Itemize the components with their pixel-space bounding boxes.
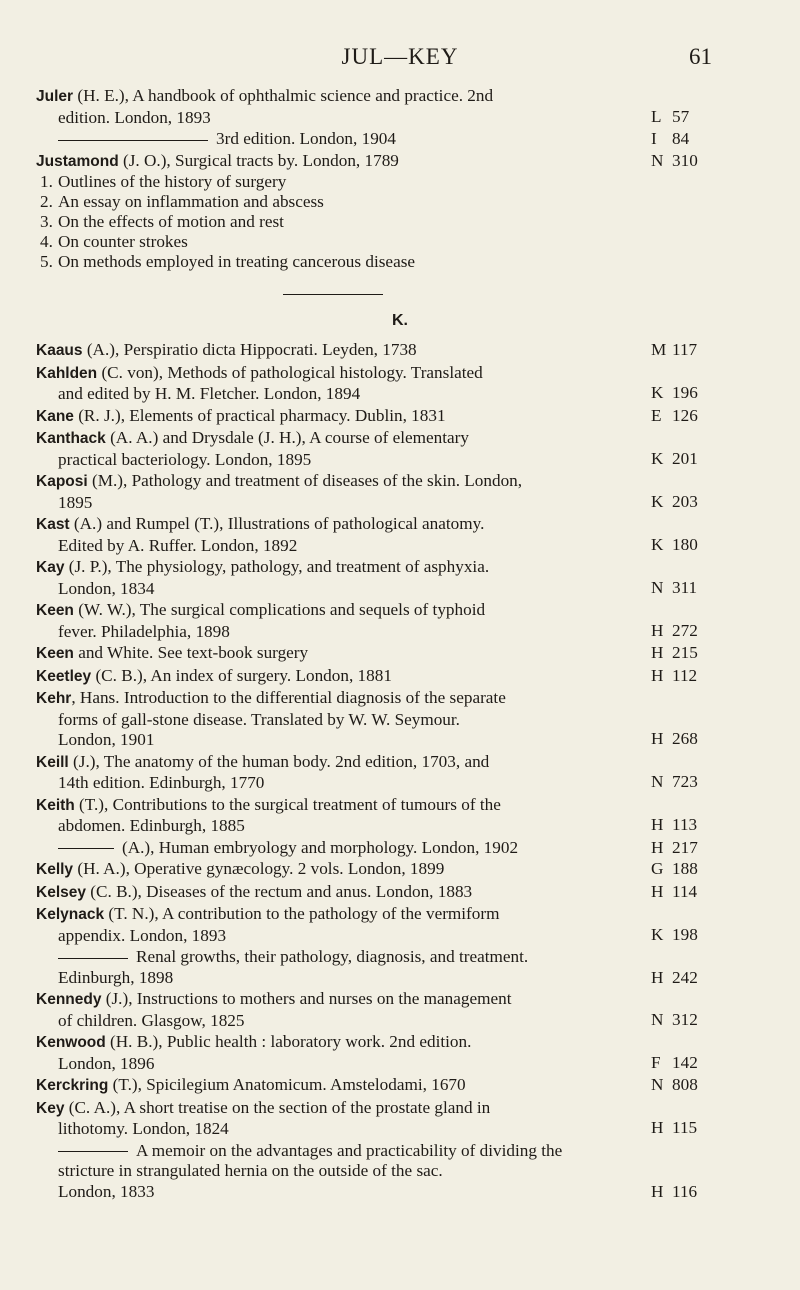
- entry-continuation: practical bacteriology. London, 1895: [58, 449, 312, 469]
- entry-line: [36, 406, 740, 428]
- index-entry: [36, 514, 740, 556]
- ditto-dash: [58, 958, 128, 959]
- shelf-letter: G: [651, 859, 664, 878]
- shelf-letter: M: [651, 340, 667, 359]
- running-title: JUL—KEY: [341, 44, 459, 69]
- index-entry: [36, 1098, 740, 1140]
- shelf-number: 217: [672, 837, 698, 857]
- ditto-dash: [58, 848, 114, 849]
- shelf-letter: H: [651, 815, 664, 834]
- section-divider: [283, 294, 383, 295]
- index-entry: [36, 643, 740, 665]
- contents-item: [36, 192, 740, 212]
- entry-line: [36, 471, 740, 493]
- entry-line: [36, 1032, 740, 1054]
- author-name: Kay: [36, 559, 65, 576]
- entry-text: , Hans. Introduction to the differential diagnosis of the separate: [71, 688, 506, 707]
- entry-line: [36, 129, 740, 150]
- shelf-letter: H: [651, 665, 664, 685]
- author-name: Kaaus: [36, 342, 83, 359]
- entry-line: [36, 947, 740, 968]
- author-name: Key: [36, 1099, 65, 1117]
- entry-continuation: 1895: [58, 492, 93, 512]
- entry-continuation: stricture in strangulated hernia on the outside of the sac.: [58, 1161, 443, 1180]
- contents-list: [36, 172, 740, 272]
- entry-line: [36, 151, 740, 173]
- author-name: Kehr: [36, 690, 72, 707]
- index-entry: [36, 1141, 740, 1203]
- entry-continuation: and edited by H. M. Fletcher. London, 1894: [58, 384, 361, 403]
- index-entry: [36, 557, 740, 599]
- shelf-number: 117: [672, 340, 698, 359]
- entry-text: (A.) and Rumpel (T.), Illustrations of pathological anatomy.: [69, 514, 485, 533]
- author-name: Keen: [36, 602, 74, 619]
- entry-text: (C. von), Methods of pathological histology. Translated: [97, 362, 483, 382]
- shelf-letter: K: [651, 491, 664, 511]
- shelf-letter: H: [651, 729, 664, 748]
- entry-text: (A.), Perspiratio dicta Hippocrati. Leyden, 1738: [82, 340, 417, 359]
- entry-continuation: of children. Glasgow, 1825: [58, 1010, 245, 1030]
- index-entry: [36, 340, 740, 362]
- index-entry: [36, 666, 740, 688]
- entry-text: and White. See text-book surgery: [73, 643, 309, 662]
- entry-text: (C. B.), An index of surgery. London, 1881: [91, 665, 392, 685]
- entry-text: (W. W.), The surgical complications and sequels of typhoid: [73, 600, 486, 619]
- entry-line: [36, 428, 740, 450]
- entry-continuation: edition. London, 1893: [58, 107, 211, 127]
- shelf-letter: H: [651, 881, 664, 901]
- shelf-number: 311: [672, 577, 698, 597]
- author-name: Kelynack: [36, 906, 105, 923]
- index-entry: [36, 86, 740, 128]
- entry-line: [36, 1075, 740, 1097]
- shelf-number: 808: [672, 1075, 698, 1094]
- author-name: Justamond: [36, 152, 119, 170]
- author-name: Kane: [36, 407, 74, 425]
- shelf-number: 272: [672, 620, 698, 640]
- running-head: [0, 44, 800, 74]
- shelf-letter: N: [651, 150, 664, 170]
- entry-line: [36, 666, 740, 688]
- shelf-number: 312: [672, 1009, 698, 1029]
- author-name: Kaposi: [36, 473, 88, 490]
- entry-text: (H. B.), Public health : laboratory work. 2nd edition.: [105, 1032, 472, 1051]
- index-entry: [36, 151, 740, 273]
- entry-text: (H. E.), A handbook of ophthalmic science and practice. 2nd: [73, 86, 494, 105]
- index-entry: [36, 1032, 740, 1074]
- entry-line: [36, 600, 740, 622]
- shelf-letter: H: [651, 1181, 664, 1201]
- index-entry: [36, 838, 740, 859]
- index-entry: [36, 600, 740, 642]
- index-entry: [36, 1075, 740, 1097]
- k-entries: [36, 340, 740, 1203]
- author-name: Kahlden: [36, 364, 98, 382]
- shelf-number: 84: [672, 129, 690, 148]
- entry-text: (T. N.), A contribution to the pathology of the vermiform: [104, 904, 500, 923]
- entry-text: (R. J.), Elements of practical pharmacy. Dublin, 1831: [73, 405, 446, 425]
- entry-line: [36, 1141, 740, 1162]
- shelf-number: 116: [672, 1181, 698, 1201]
- entry-text: (J. P.), The physiology, pathology, and treatment of asphyxia.: [64, 557, 490, 576]
- shelf-number: 112: [672, 665, 698, 685]
- entry-line: [36, 363, 740, 385]
- shelf-number: 113: [672, 815, 698, 834]
- entry-text: (T.), Contributions to the surgical treatment of tumours of the: [74, 794, 501, 814]
- section-heading: K.: [392, 312, 408, 329]
- entry-text: (J.), The anatomy of the human body. 2nd edition, 1703, and: [68, 751, 490, 771]
- shelf-number: 198: [672, 924, 698, 944]
- entry-line: [36, 838, 740, 859]
- shelf-letter: L: [651, 106, 662, 126]
- author-name: Keetley: [36, 667, 92, 685]
- index-entry: [36, 428, 740, 470]
- shelf-number: 723: [672, 772, 698, 791]
- index-entry: [36, 363, 740, 405]
- shelf-number: 126: [672, 405, 698, 425]
- entry-text: (H. A.), Operative gynæcology. 2 vols. London, 1899: [73, 859, 445, 878]
- entry-line: [36, 643, 740, 665]
- entry-line: [36, 795, 740, 817]
- shelf-letter: F: [651, 1052, 661, 1072]
- author-name: Kennedy: [36, 991, 102, 1008]
- index-entry: [36, 129, 740, 150]
- index-entry: [36, 471, 740, 513]
- shelf-number: 142: [672, 1052, 698, 1072]
- entry-line: [36, 514, 740, 536]
- index-entry: [36, 688, 740, 751]
- shelf-number: 115: [672, 1118, 698, 1137]
- shelf-number: 57: [672, 106, 690, 126]
- entry-line: [36, 688, 740, 710]
- author-name: Kelsey: [36, 883, 86, 901]
- page-number: 61: [689, 44, 712, 69]
- author-name: Keith: [36, 796, 75, 814]
- index-entry: [36, 795, 740, 837]
- entry-text: (J. O.), Surgical tracts by. London, 1789: [118, 150, 399, 170]
- item-number: 1.: [40, 172, 53, 191]
- item-title: On counter strokes: [58, 232, 188, 251]
- index-entry: [36, 406, 740, 428]
- entry-continuation: appendix. London, 1893: [58, 925, 227, 945]
- shelf-number: 201: [672, 448, 698, 468]
- entry-line: [36, 340, 740, 362]
- index-entry: [36, 947, 740, 988]
- entry-line: [36, 557, 740, 579]
- shelf-letter: K: [651, 534, 664, 554]
- shelf-letter: K: [651, 924, 664, 944]
- shelf-number: 242: [672, 967, 698, 987]
- entry-line: [36, 1098, 740, 1120]
- author-name: Kanthack: [36, 430, 106, 447]
- item-title: On the effects of motion and rest: [58, 212, 284, 231]
- item-number: 5.: [40, 252, 53, 271]
- shelf-letter: H: [651, 967, 664, 987]
- shelf-letter: K: [651, 448, 664, 468]
- shelf-number: 310: [672, 150, 698, 170]
- item-number: 2.: [40, 192, 53, 211]
- shelf-letter: H: [651, 837, 664, 857]
- author-name: Kenwood: [36, 1034, 106, 1051]
- shelf-number: 188: [672, 859, 698, 878]
- contents-item: [36, 232, 740, 252]
- entry-continuation: forms of gall-stone disease. Translated by W. W. Seymour.: [58, 709, 460, 729]
- entry-line: [36, 882, 740, 904]
- index-entry: [36, 859, 740, 881]
- contents-item: [36, 252, 740, 272]
- shelf-letter: N: [651, 1009, 664, 1029]
- item-number: 3.: [40, 212, 53, 231]
- shelf-letter: K: [651, 383, 664, 402]
- shelf-letter: H: [651, 643, 664, 662]
- shelf-letter: H: [651, 620, 664, 640]
- entry-text: Renal growths, their pathology, diagnosis, and treatment.: [136, 947, 529, 966]
- entry-continuation: Edinburgh, 1898: [58, 967, 174, 987]
- shelf-number: 114: [672, 881, 698, 901]
- item-title: An essay on inflammation and abscess: [58, 192, 324, 211]
- entry-text: 3rd edition. London, 1904: [216, 129, 396, 148]
- contents-item: [36, 172, 740, 192]
- shelf-number: 268: [672, 729, 698, 748]
- item-number: 4.: [40, 232, 53, 251]
- entry-text: (M.), Pathology and treatment of diseases of the skin. London,: [87, 471, 523, 490]
- entry-text: (T.), Spicilegium Anatomicum. Amstelodami, 1670: [108, 1075, 466, 1094]
- entry-text: A memoir on the advantages and practicability of dividing the: [136, 1140, 563, 1160]
- item-title: Outlines of the history of surgery: [58, 172, 287, 191]
- contents-item: [36, 212, 740, 232]
- shelf-letter: H: [651, 1118, 664, 1137]
- entry-line: [36, 752, 740, 774]
- entry-text: (C. B.), Diseases of the rectum and anus. London, 1883: [85, 881, 473, 901]
- ditto-dash: [58, 140, 208, 141]
- shelf-number: 215: [672, 643, 698, 662]
- ditto-dash: [58, 1151, 128, 1152]
- entry-continuation: London, 1901: [58, 730, 155, 749]
- shelf-letter: N: [651, 1075, 664, 1094]
- entry-text: (A.), Human embryology and morphology. London, 1902: [122, 837, 519, 857]
- entry-continuation: Edited by A. Ruffer. London, 1892: [58, 535, 298, 555]
- entry-continuation: London, 1834: [58, 578, 155, 598]
- author-name: Keill: [36, 753, 69, 771]
- author-name: Kerckring: [36, 1077, 109, 1094]
- entry-line: [36, 859, 740, 881]
- index-entry: [36, 752, 740, 794]
- shelf-number: 203: [672, 491, 698, 511]
- author-name: Kelly: [36, 861, 74, 878]
- shelf-letter: N: [651, 577, 664, 597]
- entry-line: [36, 989, 740, 1011]
- shelf-letter: N: [651, 772, 664, 791]
- index-entry: [36, 882, 740, 904]
- author-name: Keen: [36, 645, 74, 662]
- entry-continuation: abdomen. Edinburgh, 1885: [58, 816, 245, 835]
- entry-text: (J.), Instructions to mothers and nurses on the management: [101, 989, 512, 1008]
- entry-continuation: fever. Philadelphia, 1898: [58, 621, 230, 641]
- shelf-number: 180: [672, 534, 698, 554]
- j-entries: [36, 86, 740, 273]
- index-entry: [36, 904, 740, 946]
- entry-continuation: London, 1896: [58, 1053, 155, 1073]
- author-name: Juler: [36, 88, 74, 105]
- author-name: Kast: [36, 516, 70, 533]
- entry-continuation: 14th edition. Edinburgh, 1770: [58, 773, 265, 792]
- entry-line: [36, 904, 740, 926]
- shelf-letter: E: [651, 405, 662, 425]
- entry-text: (A. A.) and Drysdale (J. H.), A course of elementary: [105, 428, 469, 447]
- index-entry: [36, 989, 740, 1031]
- entry-text: (C. A.), A short treatise on the section of the prostate gland in: [64, 1097, 491, 1117]
- entry-line: [36, 86, 740, 108]
- shelf-letter: I: [651, 129, 657, 148]
- entry-continuation: London, 1833: [58, 1181, 155, 1201]
- shelf-number: 196: [672, 383, 698, 402]
- entry-continuation: lithotomy. London, 1824: [58, 1119, 229, 1138]
- item-title: On methods employed in treating cancerous disease: [58, 252, 416, 271]
